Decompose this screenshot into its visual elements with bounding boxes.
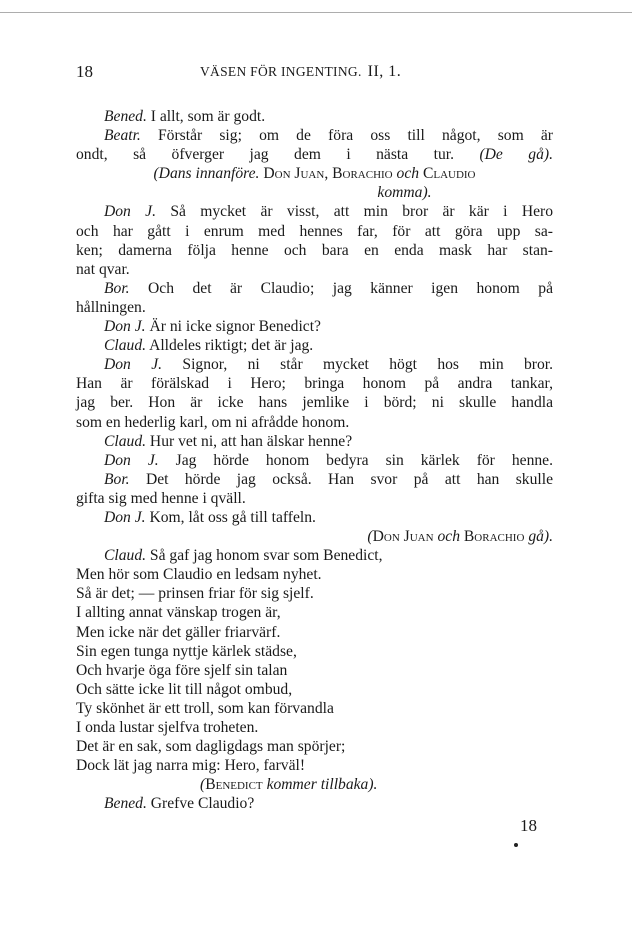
line-text: hållningen. [76, 298, 146, 316]
line-text: I allting annat vänskap trogen är, [76, 604, 281, 622]
text-line [76, 413, 553, 432]
page-number: 18 [76, 62, 93, 81]
line-text: Är ni icke signor Benedict? [145, 318, 321, 336]
text-line [76, 222, 553, 241]
line-text: som en hederlig karl, om ni afrådde honom. [76, 413, 350, 431]
speaker-name: Don J. [104, 203, 156, 221]
line-text: Så gaf jag honom svar som Benedict, [146, 547, 383, 565]
text-line [76, 393, 553, 412]
text-line [76, 680, 553, 699]
line-text: Ty skönhet är ett troll, som kan förvandla [76, 699, 334, 717]
speaker-name: Don J. [104, 508, 146, 526]
line-text: Kom, låt oss gå till taffeln. [145, 508, 316, 526]
line-text: nat qvar. [76, 260, 130, 278]
line-text: Grefve Claudio? [146, 795, 255, 813]
speaker-name: Bened. [104, 795, 147, 813]
line-text: Han är förälskad i Hero; bringa honom på andra tankar, [76, 375, 553, 393]
line-text: Och det är Claudio; jag känner igen honom på [129, 279, 553, 297]
text-line [76, 508, 553, 527]
text-line [76, 164, 553, 183]
text-line [76, 145, 553, 164]
text-line [76, 603, 553, 622]
running-title [200, 63, 401, 81]
text-line [76, 737, 553, 756]
stage-direction: komma). [377, 184, 432, 202]
character-names: Borachio [460, 528, 529, 546]
text-line [76, 183, 553, 202]
printer-dot [514, 843, 518, 847]
line-text: jag ber. Hon är icke hans jemlike i börd; ni skulle handla [76, 394, 553, 412]
stage-direction: ( [200, 776, 206, 794]
text-line [76, 279, 553, 298]
line-text: Alldeles riktigt; det är jag. [146, 337, 314, 355]
text-line [76, 661, 553, 680]
stage-direction: (Dans innanföre. [153, 165, 260, 183]
line-text: Det hörde jag också. Han svor på att han skulle [129, 470, 553, 488]
line-text: Men icke när det gäller friarvärf. [76, 623, 281, 641]
character-names: Benedict [205, 776, 267, 794]
text-line [76, 336, 553, 355]
line-text: Det är en sak, som dagligdags man spörjer; [76, 738, 346, 756]
speaker-name: Bor. [104, 470, 130, 488]
line-text: Förstår sig; om de föra oss till något, som är [140, 127, 553, 145]
speaker-name: Claud. [104, 337, 147, 355]
line-text: Så mycket är visst, att min bror är kär i Hero [156, 203, 553, 221]
text-line [76, 565, 553, 584]
text-line [76, 126, 553, 145]
text-line [76, 298, 553, 317]
character-names: Don Juan [372, 528, 438, 546]
line-text: Sin egen tunga nyttje kärlek städse, [76, 642, 297, 660]
text-line [76, 432, 553, 451]
line-text: I allt, som är godt. [146, 108, 266, 125]
text-line [76, 470, 553, 489]
stage-direction: och [437, 528, 460, 546]
text-line [76, 355, 553, 374]
speaker-name: Claud. [104, 432, 147, 450]
line-text: ondt, så öfverger jag dem i nästa tur. [76, 146, 454, 164]
text-line [76, 107, 553, 126]
speaker-name: Bor. [104, 279, 130, 297]
play-text [76, 107, 553, 813]
text-line [76, 794, 553, 813]
text-line [76, 451, 553, 470]
text-line [76, 202, 553, 221]
text-line [76, 317, 553, 336]
line-text: Jag hörde honom bedyra sin kärlek för henne. [158, 451, 553, 469]
text-line [76, 623, 553, 642]
line-text: Och hvarje öga före sjelf sin talan [76, 661, 288, 679]
text-line [76, 584, 553, 603]
character-names: Claudio [419, 165, 476, 183]
line-text: Hur vet ni, att han älskar henne? [146, 432, 353, 450]
speaker-name: Don J. [104, 318, 146, 336]
signature-number: 18 [520, 816, 537, 835]
text-line [76, 241, 553, 260]
speaker-name: Claud. [104, 547, 147, 565]
top-rule [0, 12, 632, 13]
act-scene: II, 1. [367, 63, 402, 80]
stage-direction: gå). [528, 528, 553, 546]
line-text: Men hör som Claudio en ledsam nyhet. [76, 566, 322, 584]
line-text: ken; damerna följa henne och bara en enda mask har stan- [76, 241, 553, 259]
text-line [76, 374, 553, 393]
page-header [76, 62, 550, 86]
line-text: Så är det; — prinsen friar för sig sjelf. [76, 585, 314, 603]
speaker-name: Don J. [104, 451, 159, 469]
character-names: Don Juan, Borachio [259, 165, 397, 183]
stage-direction: och [396, 165, 420, 183]
line-text: Signor, ni står mycket högt hos min bror. [162, 356, 553, 374]
line-text: Och sätte icke lit till något ombud, [76, 680, 293, 698]
text-line [76, 527, 553, 546]
line-text: I onda lustar sjelfva troheten. [76, 719, 259, 736]
line-text: Dock lät jag narra mig: Hero, farväl! [76, 757, 306, 775]
text-line [76, 260, 553, 279]
line-text: gifta sig med henne i qväll. [76, 489, 246, 507]
speaker-name: Bened. [104, 108, 147, 125]
text-line [76, 775, 553, 794]
speaker-name: Beatr. [104, 127, 141, 145]
text-line [76, 756, 553, 775]
stage-direction: ( [367, 528, 373, 546]
text-line [76, 642, 553, 661]
stage-direction: kommer tillbaka). [266, 776, 378, 794]
speaker-name: Don J. [104, 356, 163, 374]
text-line [76, 718, 553, 737]
running-title-text: VÄSEN FÖR INGENTING. [200, 64, 362, 79]
text-line [76, 489, 553, 508]
text-line [76, 546, 553, 565]
stage-direction: (De gå). [479, 146, 553, 164]
text-line [76, 699, 553, 718]
line-text: och har gått i enrum med hennes far, för att göra upp sa- [76, 222, 553, 240]
